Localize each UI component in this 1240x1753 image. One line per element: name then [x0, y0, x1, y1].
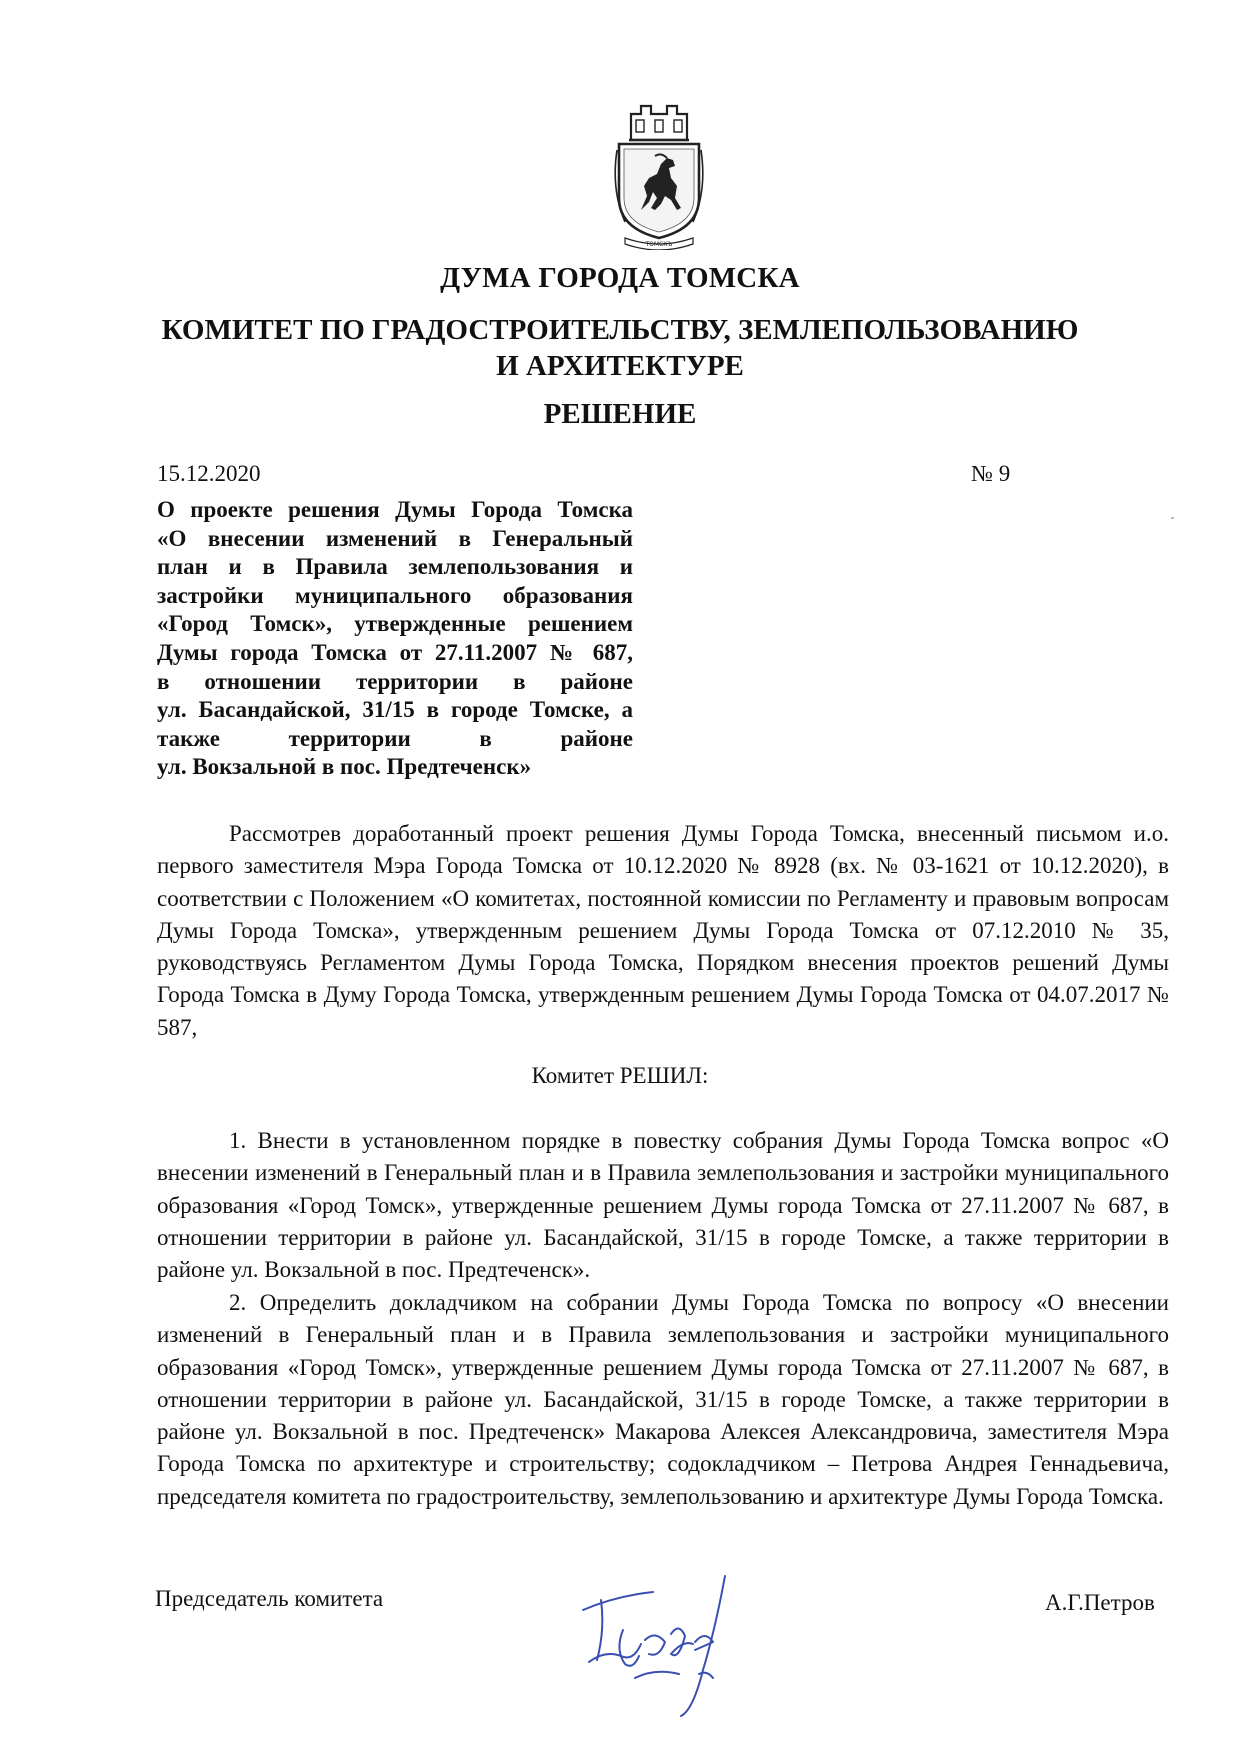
subject-line: также территории в районе: [157, 725, 633, 751]
committee-title: [0, 312, 1240, 384]
subject-line: О проекте решения Думы Города Томска: [157, 497, 633, 522]
document-date: 15.12.2020: [157, 461, 261, 486]
resolution-item-1-text: 1. Внести в установленном порядке в повестку собрания Думы Города Томска вопрос «О внесении изменений в Генеральный план и в Правила землепользования и застройки муниципального образования «Город Томск», утвержденные решением Думы города Томска от 27.11.2007 № 687, в отношении территории в районе ул. Басандайской, 31/15 в городе Томске, а также территории в районе ул. Вокзальной в пос. Предтеченск».: [157, 1128, 1169, 1283]
subject-line: в отношении территории в районе: [157, 668, 633, 694]
document-number: № 9: [971, 461, 1011, 486]
resolution-item-2-text: 2. Определить докладчиком на собрании Думы Города Томска по вопросу «О внесении изменений в Генеральный план и в Правила землепользования и застройки муниципального образования «Город Томск», утвержденные решением Думы города Томска от 27.11.2007 № 687, в отношении территории в районе ул. Басандайской, 31/15 в городе Томске, а также территории в районе ул. Вокзальной в пос. Предтеченск» Макарова Алексея Александровича, заместителя Мэра Города Томска по архитектуре и строительству; содокладчиком – Петрова Андрея Геннадьевича, председателя комитета по градостроительству, землепользованию и архитектуре Думы Города Томска.: [157, 1290, 1169, 1509]
subject-line: застройки муниципального образования: [157, 582, 633, 608]
resolution-item-1: [157, 1125, 1169, 1286]
resolved-heading: Комитет РЕШИЛ:: [531, 1063, 709, 1088]
subject-line: «Город Томск», утвержденные решением: [157, 611, 633, 637]
scan-speck: [1171, 517, 1174, 519]
subject-line: ул. Басандайской, 31/15 в городе Томске, а: [157, 697, 633, 723]
organization-title: ДУМА ГОРОДА ТОМСКА: [440, 262, 800, 294]
coat-of-arms-icon: [611, 100, 707, 250]
svg-text:ТОМСКЪ: ТОМСКЪ: [645, 241, 673, 248]
subject-line: «О внесении изменений в Генеральный: [157, 525, 633, 551]
committee-title-line1: КОМИТЕТ ПО ГРАДОСТРОИТЕЛЬСТВУ, ЗЕМЛЕПОЛЬЗОВАНИЮ: [161, 314, 1079, 346]
document-subject: [157, 496, 633, 782]
committee-title-line2: И АРХИТЕКТУРЕ: [496, 350, 744, 382]
subject-line: ул. Вокзальной в пос. Предтеченск»: [157, 754, 532, 780]
resolution-item-2: [157, 1287, 1169, 1513]
subject-line: план и в Правила землепользования и: [157, 554, 633, 580]
document-type: РЕШЕНИЕ: [543, 398, 697, 430]
subject-line: Думы города Томска от 27.11.2007 № 687,: [157, 639, 633, 665]
signatory-name: А.Г.Петров: [1045, 1590, 1155, 1615]
preamble-paragraph: [157, 818, 1169, 1044]
signatory-role: Председатель комитета: [155, 1586, 384, 1611]
preamble-text: Рассмотрев доработанный проект решения Думы Города Томска, внесенный письмом и.о. первого заместителя Мэра Города Томска от 10.12.2020 № 8928 (вх. № 03-1621 от 10.12.2020), в соответствии с Положением «О комитетах, постоянной комиссии по Регламенту и правовым вопросам Думы Города Томска», утвержденным решением Думы Города Томска от 07.12.2010 № 35, руководствуясь Регламентом Думы Города Томска, Порядком внесения проектов решений Думы Города Томска в Думу Города Томска, утвержденным решением Думы Города Томска от 04.07.2017 № 587,: [157, 821, 1169, 1040]
handwritten-signature-icon: [575, 1570, 750, 1720]
